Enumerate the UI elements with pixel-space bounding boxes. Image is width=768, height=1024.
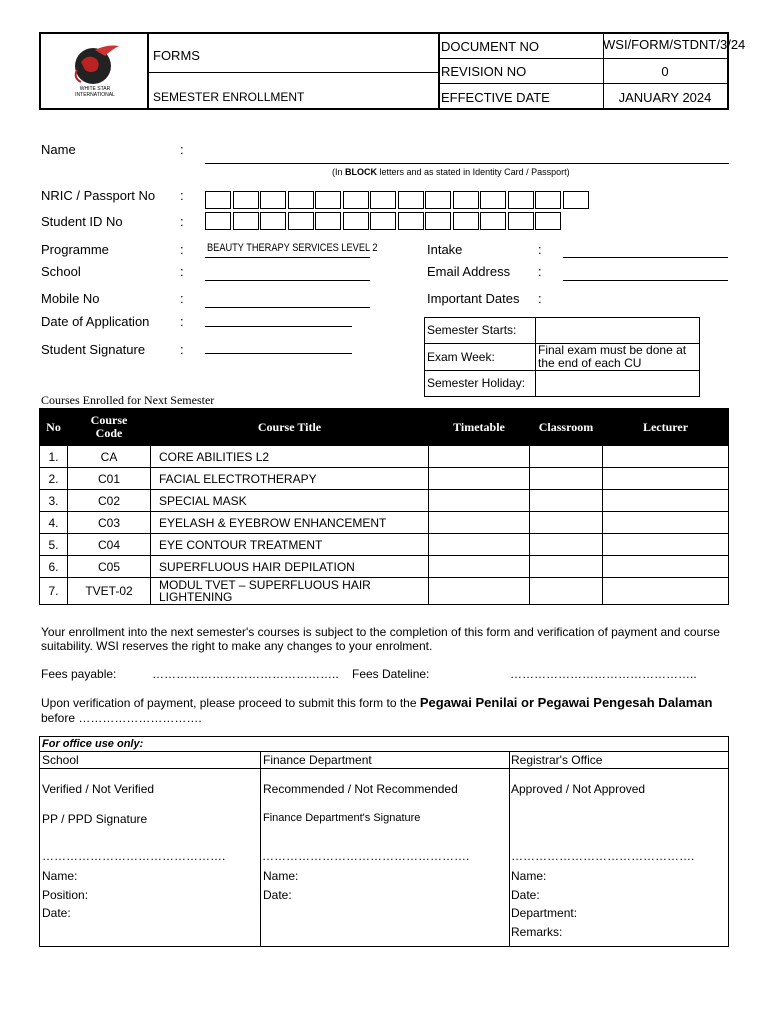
- char-box[interactable]: [315, 191, 341, 209]
- row-no: 5.: [40, 534, 68, 556]
- finance-column-header: Finance Department: [263, 753, 372, 767]
- effective-date-value: JANUARY 2024: [618, 90, 712, 105]
- semester-starts-row: [425, 318, 700, 344]
- white-star-logo-icon: [67, 40, 123, 86]
- row-code: C01: [68, 468, 151, 490]
- exam-week-row: [425, 344, 700, 371]
- finance-signer-details: Name: Date:: [263, 869, 299, 902]
- programme-label: Programme: [41, 242, 109, 257]
- row-classroom[interactable]: [530, 446, 603, 468]
- row-lecturer[interactable]: [603, 578, 729, 605]
- colon: :: [180, 291, 184, 306]
- form-title-cell: [147, 34, 440, 108]
- char-box[interactable]: [453, 191, 479, 209]
- doc-no-value: WSI/FORM/STDNT/3/24: [603, 37, 746, 52]
- row-lecturer[interactable]: [603, 556, 729, 578]
- row-code: TVET-02: [68, 578, 151, 605]
- col-title-header: Course Title: [151, 409, 429, 446]
- finance-signature-line[interactable]: …………………………………………….: [262, 849, 470, 863]
- school-label: School: [41, 264, 81, 279]
- name-input-line[interactable]: [205, 163, 729, 164]
- row-timetable[interactable]: [429, 556, 530, 578]
- row-code: CA: [68, 446, 151, 468]
- char-box[interactable]: [233, 191, 259, 209]
- row-timetable[interactable]: [429, 578, 530, 605]
- row-code: C02: [68, 490, 151, 512]
- row-code: C03: [68, 512, 151, 534]
- email-label: Email Address: [427, 264, 511, 279]
- char-box[interactable]: [205, 191, 231, 209]
- col-timetable-header: Timetable: [429, 409, 530, 446]
- row-classroom[interactable]: [530, 578, 603, 605]
- row-classroom[interactable]: [530, 556, 603, 578]
- logo-subtext: INTERNATIONAL: [75, 92, 115, 98]
- colon: :: [180, 142, 184, 157]
- colon: :: [180, 314, 184, 329]
- registrar-signature-line[interactable]: ……………………………………….: [511, 849, 695, 863]
- row-classroom[interactable]: [530, 512, 603, 534]
- effective-date-label: EFFECTIVE DATE: [441, 90, 550, 105]
- document-header: [39, 32, 746, 110]
- nric-label: NRIC / Passport No: [41, 188, 156, 203]
- char-box[interactable]: [425, 191, 451, 209]
- colon: :: [180, 342, 184, 357]
- row-no: 6.: [40, 556, 68, 578]
- programme-input-line[interactable]: [205, 257, 370, 258]
- form-name: SEMESTER ENROLLMENT: [153, 90, 305, 104]
- finance-recommendation-status[interactable]: Recommended / Not Recommended: [263, 782, 458, 796]
- table-row: [40, 534, 729, 556]
- fees-payable-label: Fees payable:: [41, 667, 117, 681]
- school-column-header: School: [42, 753, 79, 767]
- row-title: EYELASH & EYEBROW ENHANCEMENT: [151, 512, 429, 534]
- semester-starts-label: Semester Starts:: [425, 318, 536, 344]
- school-signature-label: PP / PPD Signature: [42, 812, 148, 826]
- row-title: SPECIAL MASK: [151, 490, 429, 512]
- row-timetable[interactable]: [429, 446, 530, 468]
- table-row: [40, 512, 729, 534]
- row-timetable[interactable]: [429, 490, 530, 512]
- char-box[interactable]: [288, 191, 314, 209]
- registrar-column-header: Registrar's Office: [511, 753, 603, 767]
- name-note: (In BLOCK letters and as stated in Identity Card / Passport): [332, 167, 570, 177]
- finance-signature-label: Finance Department's Signature: [263, 812, 421, 824]
- courses-caption: Courses Enrolled for Next Semester: [41, 393, 215, 407]
- fees-dateline-dots[interactable]: ………………………………………..: [510, 667, 697, 681]
- char-box[interactable]: [370, 212, 396, 230]
- row-lecturer[interactable]: [603, 446, 729, 468]
- row-classroom[interactable]: [530, 490, 603, 512]
- row-lecturer[interactable]: [603, 512, 729, 534]
- school-input-line[interactable]: [205, 280, 370, 281]
- char-box[interactable]: [233, 212, 259, 230]
- table-row: [40, 490, 729, 512]
- col-lecturer-header: Lecturer: [603, 409, 729, 446]
- semester-starts-value[interactable]: [536, 318, 700, 344]
- char-box[interactable]: [535, 212, 561, 230]
- row-code: C05: [68, 556, 151, 578]
- email-input-line[interactable]: [563, 280, 728, 281]
- school-verification-status[interactable]: Verified / Not Verified: [42, 782, 155, 796]
- char-box[interactable]: [288, 212, 314, 230]
- mobile-label: Mobile No: [41, 291, 100, 306]
- col-no-header: No: [40, 409, 68, 446]
- row-timetable[interactable]: [429, 468, 530, 490]
- semester-holiday-value[interactable]: [536, 371, 700, 397]
- student-id-label: Student ID No: [41, 214, 123, 229]
- char-box[interactable]: [370, 191, 396, 209]
- semester-dates-table: [424, 317, 700, 397]
- char-box[interactable]: [453, 212, 479, 230]
- row-lecturer[interactable]: [603, 490, 729, 512]
- char-box[interactable]: [398, 212, 424, 230]
- char-box[interactable]: [343, 212, 369, 230]
- char-box[interactable]: [425, 212, 451, 230]
- row-no: 2.: [40, 468, 68, 490]
- table-row: [40, 578, 729, 605]
- important-dates-label: Important Dates: [427, 291, 520, 306]
- col-code-header: Course Code: [68, 409, 151, 446]
- revision-label: REVISION NO: [441, 64, 527, 79]
- doc-no-label: DOCUMENT NO: [441, 39, 539, 54]
- student-signature-line[interactable]: [205, 353, 352, 354]
- intake-input-line[interactable]: [563, 257, 728, 258]
- char-box[interactable]: [398, 191, 424, 209]
- enrollment-notice: Your enrollment into the next semester's courses is subject to the completion of this form and verification of payment and course suitability. WSI reserves the right to make any changes to your enrolment.: [41, 625, 720, 653]
- row-title: MODUL TVET – SUPERFLUOUS HAIR LIGHTENING: [151, 578, 429, 605]
- semester-holiday-label: Semester Holiday:: [425, 371, 536, 397]
- row-no: 7.: [40, 578, 68, 605]
- char-box[interactable]: [315, 212, 341, 230]
- courses-header-row: [40, 409, 729, 446]
- fees-payable-dots[interactable]: ………………………………………..: [152, 667, 339, 681]
- row-classroom[interactable]: [530, 534, 603, 556]
- colon: :: [538, 242, 542, 257]
- row-no: 1.: [40, 446, 68, 468]
- char-box[interactable]: [508, 212, 534, 230]
- exam-week-value: Final exam must be done at the end of each CU: [536, 344, 700, 371]
- col-classroom-header: Classroom: [530, 409, 603, 446]
- logo-cell: [41, 34, 149, 108]
- row-lecturer[interactable]: [603, 468, 729, 490]
- name-label: Name: [41, 142, 76, 157]
- courses-table: [39, 408, 729, 605]
- intake-label: Intake: [427, 242, 463, 257]
- row-lecturer[interactable]: [603, 534, 729, 556]
- registrar-signer-details: Name: Date: Department: Remarks:: [511, 869, 578, 939]
- semester-holiday-row: [425, 371, 700, 397]
- char-box[interactable]: [563, 191, 589, 209]
- mobile-input-line[interactable]: [205, 307, 370, 308]
- date-of-application-input-line[interactable]: [205, 326, 352, 327]
- colon: :: [180, 188, 184, 203]
- student-signature-label: Student Signature: [41, 342, 146, 357]
- colon: :: [180, 264, 184, 279]
- fees-dateline-label: Fees Dateline:: [352, 667, 430, 681]
- document-info-grid: [438, 34, 746, 108]
- row-no: 3.: [40, 490, 68, 512]
- row-no: 4.: [40, 512, 68, 534]
- revision-value: 0: [661, 64, 669, 79]
- colon: :: [538, 264, 542, 279]
- char-box[interactable]: [260, 191, 286, 209]
- row-timetable[interactable]: [429, 534, 530, 556]
- char-box[interactable]: [480, 191, 506, 209]
- row-code: C04: [68, 534, 151, 556]
- row-title: CORE ABILITIES L2: [151, 446, 429, 468]
- forms-label: FORMS: [153, 48, 200, 63]
- colon: :: [180, 242, 184, 257]
- table-row: [40, 468, 729, 490]
- school-signature-line[interactable]: ……………………………………….: [42, 849, 226, 863]
- char-box[interactable]: [343, 191, 369, 209]
- row-title: EYE CONTOUR TREATMENT: [151, 534, 429, 556]
- exam-week-label: Exam Week:: [425, 344, 536, 371]
- office-use-title: For office use only:: [42, 738, 144, 750]
- colon: :: [180, 214, 184, 229]
- char-box[interactable]: [260, 212, 286, 230]
- row-title: SUPERFLUOUS HAIR DEPILATION: [151, 556, 429, 578]
- verification-notice: Upon verification of payment, please proceed to submit this form to the Pegawai Penilai or Pegawai Pengesah Dalaman before ………………………….: [41, 695, 713, 725]
- table-row: [40, 556, 729, 578]
- row-title: FACIAL ELECTROTHERAPY: [151, 468, 429, 490]
- programme-value: BEAUTY THERAPY SERVICES LEVEL 2: [207, 242, 378, 254]
- row-classroom[interactable]: [530, 468, 603, 490]
- colon: :: [538, 291, 542, 306]
- date-of-application-label: Date of Application: [41, 314, 150, 329]
- char-box[interactable]: [535, 191, 561, 209]
- char-box[interactable]: [205, 212, 231, 230]
- row-timetable[interactable]: [429, 512, 530, 534]
- table-row: [40, 446, 729, 468]
- char-box[interactable]: [480, 212, 506, 230]
- char-box[interactable]: [508, 191, 534, 209]
- school-signer-details: Name: Position: Date:: [42, 869, 89, 920]
- logo-text: WHITE STAR: [79, 86, 111, 92]
- registrar-approval-status[interactable]: Approved / Not Approved: [511, 782, 646, 796]
- office-use-table: [39, 736, 729, 947]
